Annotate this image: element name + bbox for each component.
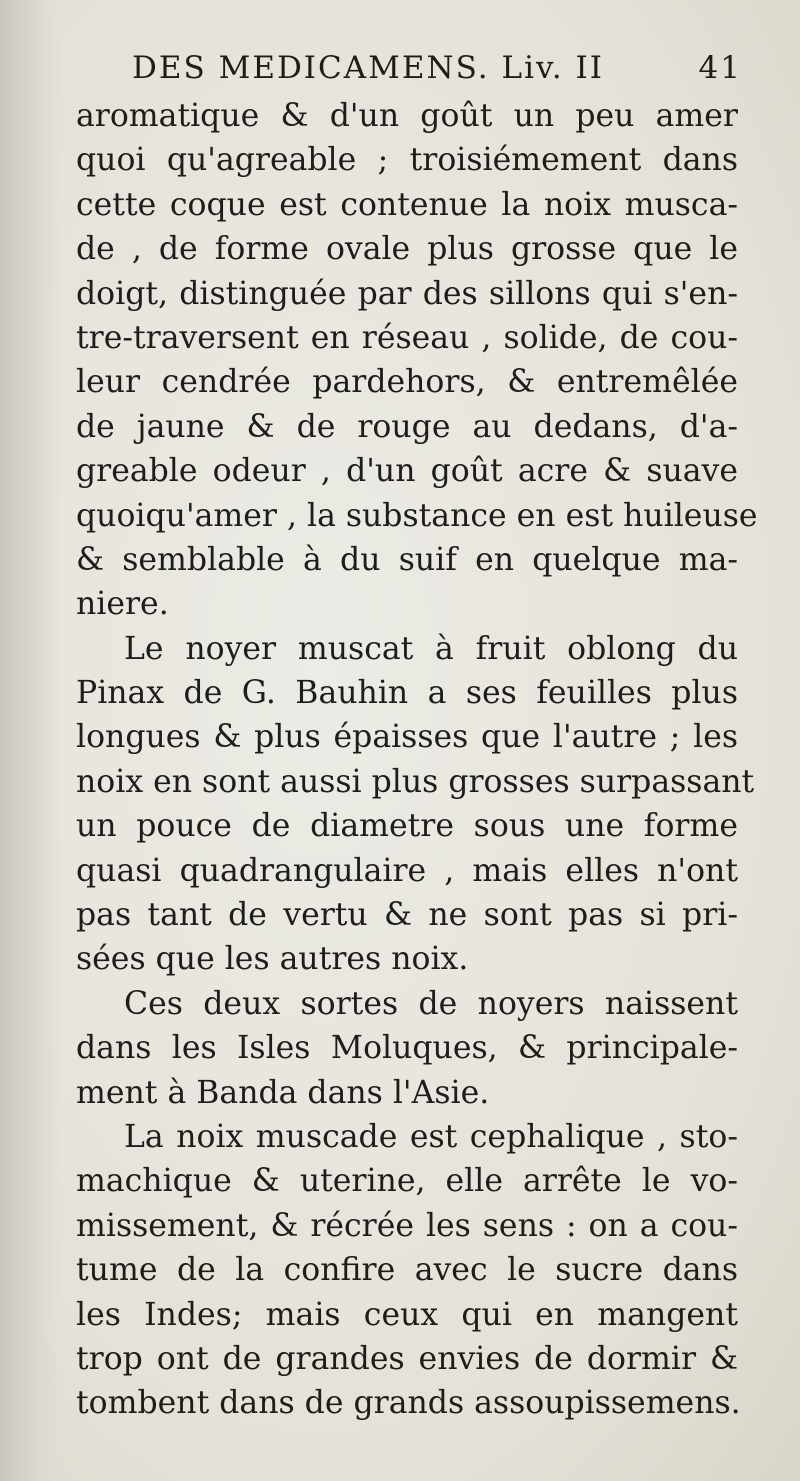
running-title: DES MEDICAMENS. Liv. II	[132, 50, 605, 86]
text-line: quoi qu'agreable ; troisiémement dans	[76, 142, 738, 179]
page-gutter-shadow	[0, 0, 62, 1481]
text-line: & semblable à du suif en quelque ma-	[76, 541, 738, 578]
text-line: doigt, distinguée par des sillons qui s'en-	[76, 275, 738, 312]
text-line: tombent dans de grands assoupissemens.	[76, 1385, 741, 1422]
body-text	[76, 94, 758, 1426]
paragraph	[76, 982, 738, 1115]
text-line: quoiqu'amer , la substance en est huileuse	[76, 497, 758, 534]
text-line: aromatique & d'un goût un peu amer	[76, 98, 738, 134]
page-number: 41	[698, 50, 742, 86]
text-line: sées que les autres noix.	[76, 941, 469, 978]
text-line: missement, & récrée les sens : on a cou-	[76, 1207, 738, 1244]
text-line: machique & uterine, elle arrête le vo-	[76, 1163, 738, 1200]
text-line: les Indes; mais ceux qui en mangent	[76, 1296, 738, 1333]
text-line: leur cendrée pardehors, & entremêlée	[76, 364, 738, 401]
paragraph	[76, 627, 755, 982]
text-line: tre-traversent en réseau , solide, de cou-	[76, 319, 738, 356]
text-line: de , de forme ovale plus grosse que le	[76, 231, 738, 268]
text-line: tume de la confire avec le sucre dans	[76, 1252, 738, 1289]
text-line: La noix muscade est cephalique , sto-	[124, 1118, 738, 1155]
text-line: niere.	[76, 586, 169, 623]
text-line: pas tant de vertu & ne sont pas si pri-	[76, 897, 738, 934]
text-line: de jaune & de rouge au dedans, d'a-	[76, 408, 738, 445]
text-line: Le noyer muscat à fruit oblong du	[124, 630, 738, 667]
text-line: Pinax de G. Bauhin a ses feuilles plus	[76, 675, 738, 712]
text-line: quasi quadrangulaire , mais elles n'ont	[76, 852, 738, 889]
text-line: greable odeur , d'un goût acre & suave	[76, 453, 738, 490]
text-line: un pouce de diametre sous une forme	[76, 808, 738, 845]
text-line: dans les Isles Moluques, & principale-	[76, 1030, 738, 1067]
text-line: trop ont de grandes envies de dormir &	[76, 1340, 738, 1377]
text-line: noix en sont aussi plus grosses surpassant	[76, 763, 755, 800]
paragraph	[76, 1115, 741, 1426]
text-line: cette coque est contenue la noix musca-	[76, 186, 738, 223]
text-line: Ces deux sortes de noyers naissent	[124, 985, 738, 1022]
running-header	[132, 50, 752, 90]
text-line: ment à Banda dans l'Asie.	[76, 1074, 490, 1111]
text-line: longues & plus épaisses que l'autre ; les	[76, 719, 738, 756]
paragraph	[76, 94, 758, 627]
